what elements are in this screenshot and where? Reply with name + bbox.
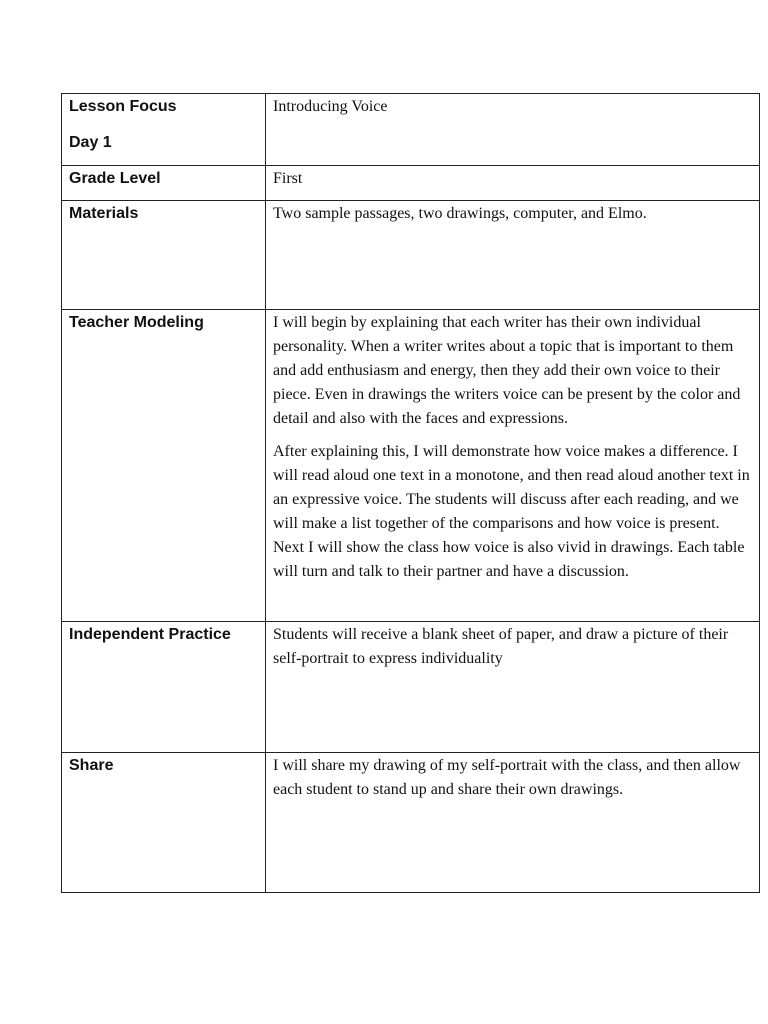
share-text: I will share my drawing of my self-portrait with the class, and then allow each student to stand up and share their own drawings.	[273, 757, 741, 798]
materials-label-cell	[62, 201, 266, 310]
materials-label: Materials	[69, 205, 139, 222]
share-label: Share	[69, 757, 114, 774]
teacher-modeling-content-cell	[266, 310, 760, 622]
grade-level-label-cell	[62, 166, 266, 201]
share-label-cell	[62, 753, 266, 893]
grade-level-row	[62, 166, 760, 201]
independent-practice-label: Independent Practice	[69, 626, 231, 643]
share-content-cell	[266, 753, 760, 893]
materials-row	[62, 201, 760, 310]
teacher-modeling-label: Teacher Modeling	[69, 314, 204, 331]
teacher-modeling-label-cell	[62, 310, 266, 622]
grade-level-text: First	[273, 170, 303, 187]
lesson-focus-label-cell	[62, 94, 266, 166]
lesson-focus-text: Introducing Voice	[273, 98, 388, 115]
independent-practice-row	[62, 622, 760, 753]
lesson-focus-label: Lesson Focus	[69, 98, 177, 115]
share-row	[62, 753, 760, 893]
independent-practice-label-cell	[62, 622, 266, 753]
day-label: Day 1	[69, 134, 112, 151]
independent-practice-text: Students will receive a blank sheet of paper, and draw a picture of their self-portrait to express individuality	[273, 626, 729, 667]
grade-level-content-cell	[266, 166, 760, 201]
independent-practice-content-cell	[266, 622, 760, 753]
teacher-modeling-paragraph-1: I will begin by explaining that each writer has their own individual personality. When a writer writes about a topic that is important to them and add enthusiasm and energy, then they add their own voice to their piece. Even in drawings the writers voice can be present by the color and detail and also with the faces and expressions.	[273, 314, 741, 427]
teacher-modeling-row	[62, 310, 760, 622]
materials-content-cell	[266, 201, 760, 310]
grade-level-label: Grade Level	[69, 170, 161, 187]
materials-text: Two sample passages, two drawings, computer, and Elmo.	[273, 205, 647, 222]
lesson-focus-row	[62, 94, 760, 166]
teacher-modeling-paragraph-2: After explaining this, I will demonstrate how voice makes a difference. I will read aloud one text in a monotone, and then read aloud another text in an expressive voice. The students will discuss after each reading, and we will make a list together of the comparisons and how voice is present. Next I will show the class how voice is also vivid in drawings. Each table will turn and talk to their partner and have a discussion.	[273, 443, 750, 580]
lesson-focus-content-cell	[266, 94, 760, 166]
lesson-plan-table	[61, 93, 760, 893]
